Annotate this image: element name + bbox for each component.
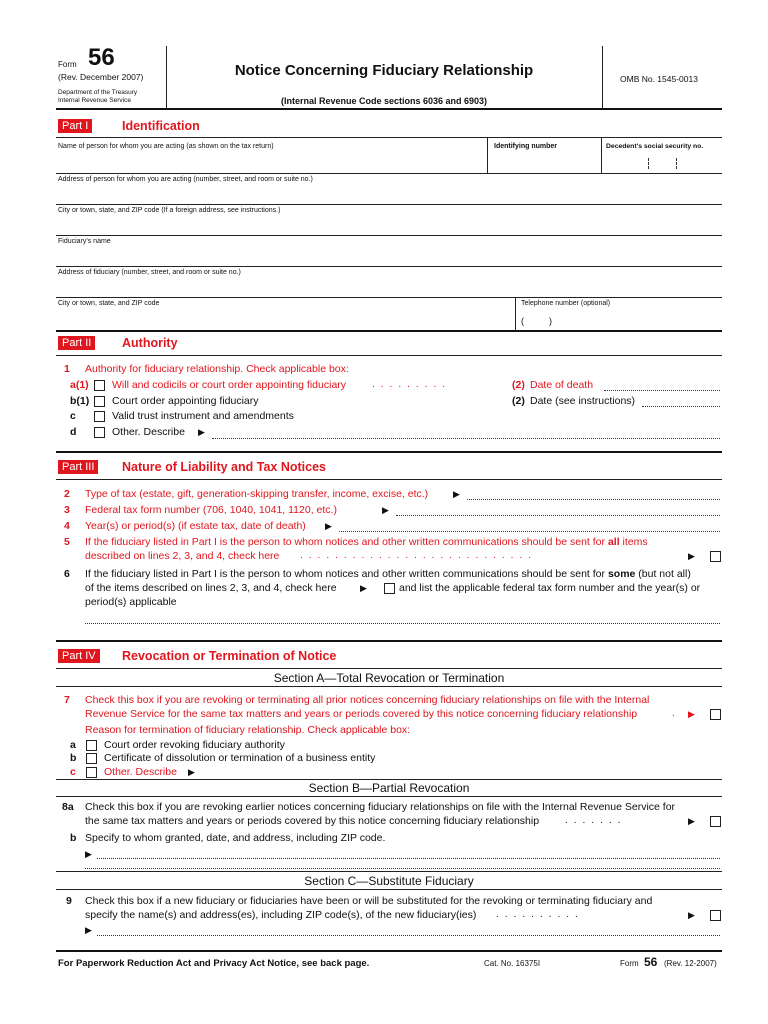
line-7b-number: b: [70, 752, 77, 764]
line-5-number: 5: [64, 536, 70, 548]
form-number: 56: [88, 44, 115, 71]
line-8a-text-b: the same tax matters and years or periods covered by this notice concerning fiduciary relationship: [85, 815, 540, 827]
court-order-date-label: Date (see instructions): [530, 395, 636, 407]
line-2-text: Type of tax (estate, gift, generation-skipping transfer, income, excise, etc.): [85, 488, 429, 500]
telephone-label: Telephone number (optional): [521, 300, 611, 307]
substitute-fiduciary-field[interactable]: [97, 935, 720, 936]
line-7-text-c: Reason for termination of fiduciary relationship. Check applicable box:: [85, 724, 411, 736]
line-5-text-a-part: If the fiduciary listed in Part I is the person to whom notices and other written communications should be sent for: [85, 536, 606, 548]
footer-form-number: 56: [644, 955, 658, 969]
line-1-number: 1: [64, 363, 70, 375]
line-7-text-b: Revenue Service for the same tax matters and years or periods covered by this notice concerning fiduciary relationship: [85, 708, 638, 720]
right-arrow-icon: ▶: [688, 910, 695, 920]
date-of-death-field[interactable]: [604, 390, 720, 391]
form-subtitle: (Internal Revenue Code sections 6036 and 6903): [280, 96, 488, 106]
omb-number: OMB No. 1545-0013: [620, 74, 698, 84]
fiduciary-city-label: City or town, state, and ZIP code: [58, 300, 160, 307]
line-7c-number: c: [70, 766, 76, 778]
tax-years-field[interactable]: [339, 531, 720, 532]
other-reason-field[interactable]: [200, 764, 720, 778]
part1-title: Identification: [122, 119, 200, 133]
fiduciary-name-field[interactable]: [58, 247, 720, 265]
leader-dots: .: [672, 708, 681, 719]
right-arrow-icon: ▶: [688, 709, 695, 719]
line-2-number: 2: [64, 488, 70, 500]
rule: [56, 796, 722, 797]
person-city-label: City or town, state, and ZIP code (If a foreign address, see instructions.): [58, 207, 281, 214]
part3-label: Part III: [58, 460, 98, 474]
rule: [56, 640, 722, 642]
right-arrow-icon: ▶: [85, 849, 92, 859]
line-9-text-b: specify the name(s) and address(es), including ZIP code(s), of the new fiduciary(ies): [85, 909, 477, 921]
leader-dots: ..........: [496, 909, 584, 920]
right-arrow-icon: ▶: [198, 427, 205, 437]
line-4-number: 4: [64, 520, 70, 532]
checkbox-other[interactable]: [94, 427, 105, 438]
fiduciary-address-field[interactable]: [58, 278, 720, 296]
right-arrow-icon: ▶: [453, 489, 460, 499]
type-of-tax-field[interactable]: [467, 499, 720, 500]
rule: [56, 686, 722, 687]
fiduciary-city-field[interactable]: [58, 310, 510, 328]
section-c-heading: Section C—Substitute Fiduciary: [304, 874, 474, 888]
line-1a2-number: (2): [512, 379, 525, 391]
header-divider-right: [602, 46, 603, 108]
checkbox-court-order-revoking[interactable]: [86, 740, 97, 751]
tax-form-number-field[interactable]: [396, 515, 720, 516]
line-7a-number: a: [70, 739, 76, 751]
line-8a-number: 8a: [62, 801, 74, 813]
rule: [56, 235, 722, 236]
court-order-date-field[interactable]: [642, 406, 720, 407]
divider: [515, 297, 516, 330]
rule: [56, 204, 722, 205]
line-9-number: 9: [66, 895, 72, 907]
line-9-text-a: Check this box if a new fiduciary or fiduciaries have been or will be substituted for the revoking or terminating fiduciary and: [85, 895, 653, 907]
line-1b2-number: (2): [512, 395, 525, 407]
line-6-text-b: (but not all): [638, 568, 691, 580]
form-word: Form: [58, 60, 77, 69]
right-arrow-icon: ▶: [188, 767, 195, 777]
identifying-number-field[interactable]: [490, 152, 598, 172]
line-3-text: Federal tax form number (706, 1040, 1041, 1120, etc.): [85, 504, 337, 516]
fiduciary-address-label: Address of fiduciary (number, street, and room or suite no.): [58, 269, 241, 276]
line-6-text-c: of the items described on lines 2, 3, and 4, check here: [85, 582, 337, 594]
paperwork-notice: For Paperwork Reduction Act and Privacy Act Notice, see back page.: [58, 958, 370, 969]
person-city-field[interactable]: [58, 216, 720, 234]
right-arrow-icon: ▶: [688, 551, 695, 561]
divider: [487, 137, 488, 173]
line-1b-number: b(1): [70, 395, 90, 407]
rule: [56, 479, 722, 480]
line-7a-text: Court order revoking fiduciary authority: [104, 739, 285, 751]
divider: [601, 137, 602, 173]
checkbox-certificate-dissolution[interactable]: [86, 753, 97, 764]
rule: [56, 355, 722, 356]
line-4-text: Year(s) or period(s) (if estate tax, date of death): [85, 520, 306, 532]
line-6-text-e: period(s) applicable: [85, 596, 177, 608]
rule: [56, 871, 722, 872]
partial-revocation-specify-field-2[interactable]: [85, 868, 720, 869]
header-rule: [56, 108, 722, 110]
line-1a-number: a(1): [70, 379, 89, 391]
line-1a-text: Will and codicils or court order appointing fiduciary: [112, 379, 347, 391]
leader-dots: .........: [372, 379, 452, 390]
line-8b-number: b: [70, 832, 77, 844]
rule: [56, 266, 722, 267]
line-5-text-a: [85, 536, 648, 548]
decedent-ssn-field[interactable]: [604, 152, 720, 172]
checkbox-total-revocation[interactable]: [710, 709, 721, 720]
line-1c-text: Valid trust instrument and amendments: [112, 410, 294, 422]
part3-title: Nature of Liability and Tax Notices: [122, 460, 326, 474]
right-arrow-icon: ▶: [688, 816, 695, 826]
other-describe-field[interactable]: [212, 438, 720, 439]
right-arrow-icon: ▶: [382, 505, 389, 515]
telephone-field[interactable]: ( ): [521, 316, 552, 326]
identifying-number-label: Identifying number: [494, 143, 557, 150]
department: Department of the Treasury: [58, 89, 138, 96]
line-7-text-a: Check this box if you are revoking or terminating all prior notices concerning fiduciary relationships on file with the Internal: [85, 694, 650, 706]
line-5-text-b: items: [622, 536, 648, 548]
line-7b-text: Certificate of dissolution or termination of a business entity: [104, 752, 376, 764]
rule: [56, 950, 722, 952]
decedent-ssn-label: Decedent's social security no.: [606, 143, 704, 150]
line-6-text-a: [85, 568, 691, 580]
revision-date: (Rev. December 2007): [58, 72, 144, 82]
line-1-text: Authority for fiduciary relationship. Check applicable box:: [85, 363, 349, 375]
form-title: Notice Concerning Fiduciary Relationship: [234, 62, 534, 79]
line-1d-text: Other. Describe: [112, 426, 185, 438]
person-name-field[interactable]: [58, 152, 483, 172]
line-8a-text-a: Check this box if you are revoking earlier notices concerning fiduciary relationships on file with the Internal Revenue Service for: [85, 801, 676, 813]
line-6-number: 6: [64, 568, 70, 580]
right-arrow-icon: ▶: [85, 925, 92, 935]
line-5-text-c: described on lines 2, 3, and 4, check here: [85, 550, 280, 562]
rule: [56, 173, 722, 174]
divider: [648, 158, 649, 169]
person-address-label: Address of person for whom you are acting (number, street, and room or suite no.): [58, 176, 313, 183]
checkbox-all-items[interactable]: [710, 551, 721, 562]
irs-agency: Internal Revenue Service: [58, 97, 131, 104]
footer-form-word: Form: [620, 959, 639, 968]
checkbox-other-reason[interactable]: [86, 767, 97, 778]
leader-dots: .......: [565, 815, 627, 826]
line-1c-number: c: [70, 410, 76, 422]
part2-label: Part II: [58, 336, 95, 350]
leader-dots: ...........................: [300, 550, 538, 561]
line-7-number: 7: [64, 694, 70, 706]
rule: [56, 330, 722, 332]
applicable-forms-field[interactable]: [85, 623, 720, 624]
line-5-bold-all: all: [607, 536, 620, 548]
catalog-number: Cat. No. 16375I: [484, 959, 541, 968]
checkbox-will-codicils[interactable]: [94, 380, 105, 391]
line-6-text-a-part: If the fiduciary listed in Part I is the person to whom notices and other written communications should be sent for: [85, 568, 606, 580]
checkbox-partial-revocation[interactable]: [710, 816, 721, 827]
rule: [56, 297, 722, 298]
date-of-death-label: Date of death: [530, 379, 594, 391]
footer-revision: (Rev. 12-2007): [664, 959, 717, 968]
part4-label: Part IV: [58, 649, 100, 663]
rule: [56, 779, 722, 780]
person-address-field[interactable]: [58, 185, 720, 203]
divider: [676, 158, 677, 169]
part4-title: Revocation or Termination of Notice: [122, 649, 337, 663]
name-label: Name of person for whom you are acting (as shown on the tax return): [58, 143, 274, 150]
checkbox-substitute-fiduciary[interactable]: [710, 910, 721, 921]
checkbox-court-order[interactable]: [94, 396, 105, 407]
section-a-heading: Section A—Total Revocation or Termination: [273, 671, 505, 685]
rule: [56, 668, 722, 669]
part2-title: Authority: [122, 336, 178, 350]
right-arrow-icon: ▶: [360, 583, 367, 593]
line-8b-text: Specify to whom granted, date, and address, including ZIP code.: [85, 832, 386, 844]
line-1d-number: d: [70, 426, 77, 438]
line-3-number: 3: [64, 504, 70, 516]
line-7c-text: Other. Describe: [104, 766, 177, 778]
line-6-text-d: and list the applicable federal tax form number and the year(s) or: [399, 582, 701, 594]
fiduciary-name-label: Fiduciary's name: [58, 238, 111, 245]
part1-label: Part I: [58, 119, 92, 133]
rule: [56, 137, 722, 138]
right-arrow-icon: ▶: [325, 521, 332, 531]
line-1b-text: Court order appointing fiduciary: [112, 395, 259, 407]
checkbox-trust-instrument[interactable]: [94, 411, 105, 422]
rule: [56, 889, 722, 890]
checkbox-some-items[interactable]: [384, 583, 395, 594]
rule: [56, 451, 722, 453]
section-b-heading: Section B—Partial Revocation: [308, 781, 470, 795]
line-6-bold-some: some: [607, 568, 636, 580]
partial-revocation-specify-field[interactable]: [97, 858, 720, 859]
